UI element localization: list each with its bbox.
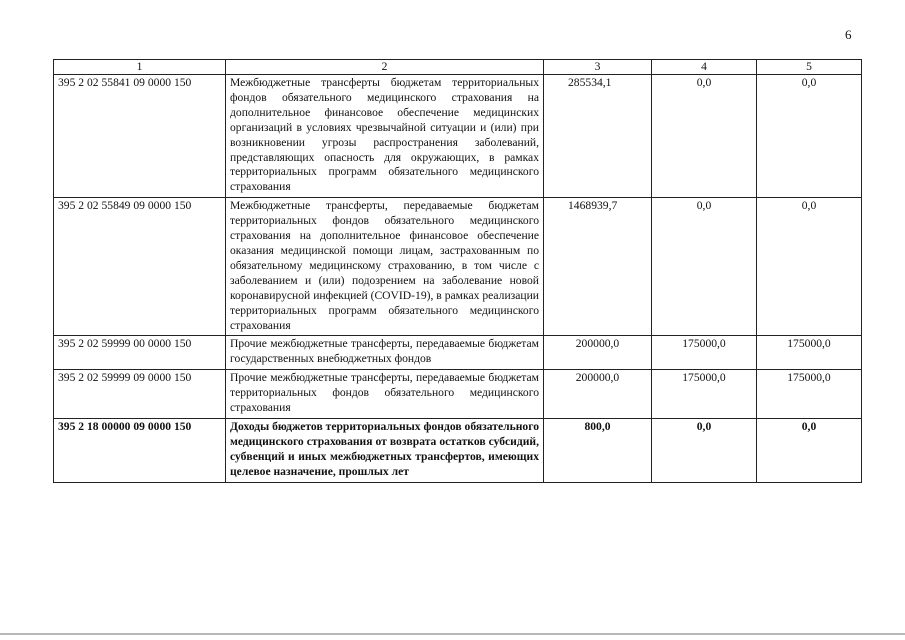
header-row [54,60,862,75]
table-row [54,75,862,198]
row-value-col3: 800,0 [544,418,652,482]
header-col-5: 5 [757,60,862,75]
table-row [54,336,862,370]
row-value-col4: 175000,0 [652,370,757,419]
table-row-total [54,418,862,482]
row-code: 395 2 02 59999 09 0000 150 [54,370,226,419]
table-body [54,75,862,483]
row-code: 395 2 18 00000 09 0000 150 [54,418,226,482]
row-value-col4: 0,0 [652,418,757,482]
row-value-col3: 1468939,7 [544,198,652,336]
table-header [54,60,862,75]
row-description: Доходы бюджетов территориальных фондов обязательного медицинского страхования от возврата остатков субсидий, субвенций и иных межбюджетных трансфертов, имеющих целевое назначение, прошлых лет [226,418,544,482]
row-value-col5: 0,0 [757,418,862,482]
row-value-col3: 200000,0 [544,336,652,370]
budget-revenue-table [53,59,862,483]
row-value-col5: 0,0 [757,75,862,198]
header-col-1: 1 [54,60,226,75]
row-value-col5: 175000,0 [757,370,862,419]
row-code: 395 2 02 55849 09 0000 150 [54,198,226,336]
row-value-col3: 285534,1 [544,75,652,198]
row-value-col4: 175000,0 [652,336,757,370]
row-description: Прочие межбюджетные трансферты, передаваемые бюджетам территориальных фондов обязательного медицинского страхования [226,370,544,419]
scan-edge-line [0,633,905,635]
row-value-col4: 0,0 [652,198,757,336]
table-row [54,198,862,336]
row-value-col4: 0,0 [652,75,757,198]
header-col-4: 4 [652,60,757,75]
row-value-col5: 175000,0 [757,336,862,370]
page-number: 6 [845,27,852,42]
table-row [54,370,862,419]
row-description: Прочие межбюджетные трансферты, передаваемые бюджетам государственных внебюджетных фондов [226,336,544,370]
row-value-col3: 200000,0 [544,370,652,419]
row-description: Межбюджетные трансферты бюджетам территориальных фондов обязательного медицинского страхования на дополнительное финансовое обеспечение медицинских организаций в условиях чрезвычайной ситуации и (или) при возникновении угрозы распространения заболеваний, представляющих опасность для окружающих, в рамках территориальных программ обязательного медицинского страхования [226,75,544,198]
row-code: 395 2 02 55841 09 0000 150 [54,75,226,198]
row-code: 395 2 02 59999 00 0000 150 [54,336,226,370]
row-description: Межбюджетные трансферты, передаваемые бюджетам территориальных фондов обязательного медицинского страхования на дополнительное финансовое обеспечение оказания медицинской помощи лицам, застрахованным по обязательному медицинскому страхованию, в том числе с заболеванием и (или) подозрением на заболевание новой коронавирусной инфекцией (COVID-19), в рамках реализации территориальных программ обязательного медицинского страхования [226,198,544,336]
header-col-3: 3 [544,60,652,75]
row-value-col5: 0,0 [757,198,862,336]
header-col-2: 2 [226,60,544,75]
